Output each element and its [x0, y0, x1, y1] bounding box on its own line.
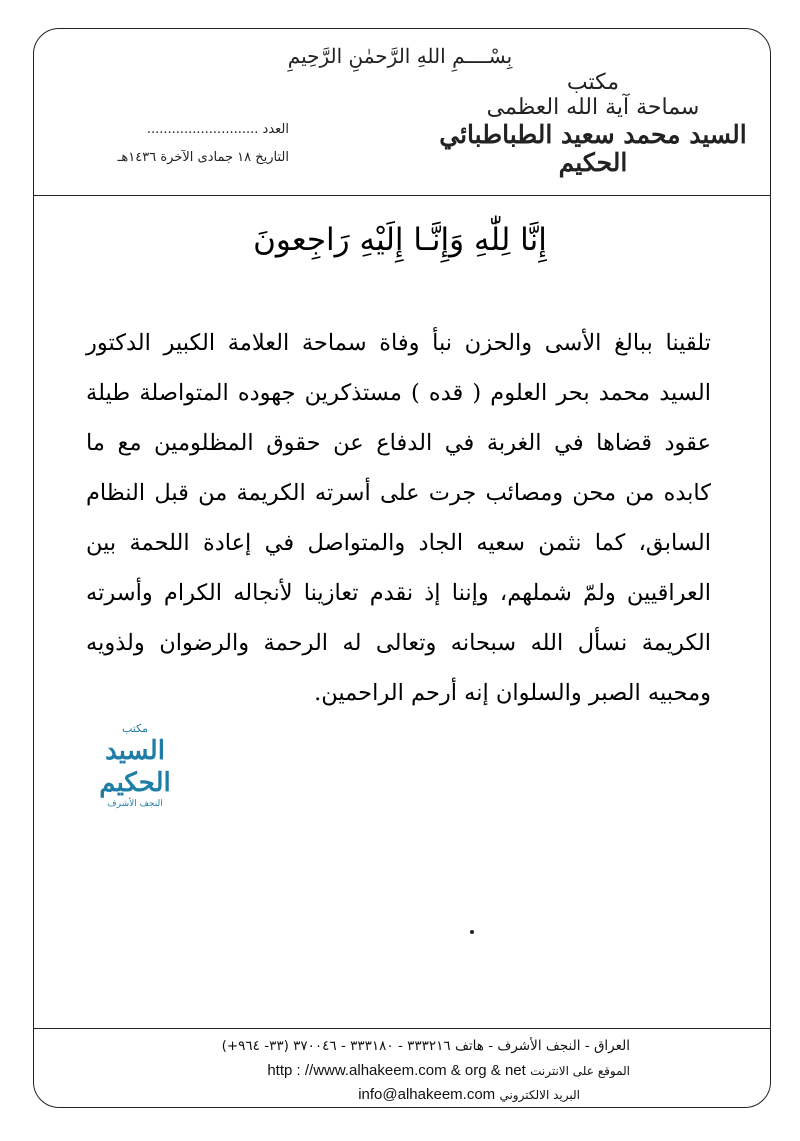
website-link[interactable]: http : //www.alhakeem.com & org & net — [267, 1062, 526, 1079]
office-name: السيد محمد سعيد الطباطبائي الحكيم — [439, 119, 747, 178]
address-text: العراق - النجف الأشرف - هاتف ٣٣٣٢١٦ - ٣٣٣١٨٠ - ٣٧٠٠٤٦ (٣٣- ٩٦٤+) — [221, 1038, 630, 1054]
office-subtitle: سماحة آية الله العظمى — [486, 95, 700, 121]
email-link[interactable]: info@alhakeem.com — [358, 1086, 496, 1103]
reference-number — [54, 122, 289, 137]
header-divider — [34, 195, 770, 196]
office-label: مكتب — [566, 70, 620, 95]
seal-line3: النجف الأشرف — [107, 799, 163, 809]
condolence-heading: إِنَّا لِلّٰهِ وَإِنَّـا إِلَيْهِ رَاجِعونَ — [253, 222, 547, 258]
website-label: الموقع على الانترنت — [530, 1064, 630, 1078]
office-letterhead — [428, 70, 758, 178]
ink-dot — [470, 930, 474, 934]
footer-email — [160, 1086, 630, 1103]
footer-divider — [34, 1028, 770, 1029]
seal-line1: مكتب — [121, 722, 149, 735]
letter-body: تلقينا ببالغ الأسى والحزن نبأ وفاة سماحة العلامة الكبير الدكتور السيد محمد بحر العلوم ( قده ) مستذكرين جهوده المتواصلة طيلة عقود قضاها في الغربة في الدفاع عن حقوق المظلومين مع ما كابده من محن ومصائب جرت على أسرته الكريمة من قبل النظام السابق، كما نثمن سعيه الجاد والمتواصل في إعادة اللحمة بين العراقيين ولمّ شملهم، وإننا إذ نقدم تعازينا لأنجاله الكرام وأسرته الكريمة نسأل الله سبحانه وتعالى له الرحمة والرضوان ولذويه ومحبيه الصبر والسلوان إنه أرحم الراحمين. — [86, 330, 711, 706]
date-value: ١٨ جمادى الآخرة ١٤٣٦هـ — [117, 150, 252, 165]
seal-line2: السيد الحكيم — [99, 736, 171, 798]
number-value: ........................... — [146, 122, 259, 137]
date-label: التاريخ — [255, 150, 289, 165]
footer-address — [160, 1038, 630, 1054]
basmala: بِسْــــمِ اللهِ الرَّحمٰنِ الرَّحِيمِ — [287, 44, 513, 68]
letter-date — [54, 150, 289, 165]
email-label: البريد الالكتروني — [499, 1088, 580, 1102]
footer-website — [160, 1062, 630, 1079]
number-label: العدد — [262, 122, 289, 137]
office-seal — [85, 722, 185, 809]
